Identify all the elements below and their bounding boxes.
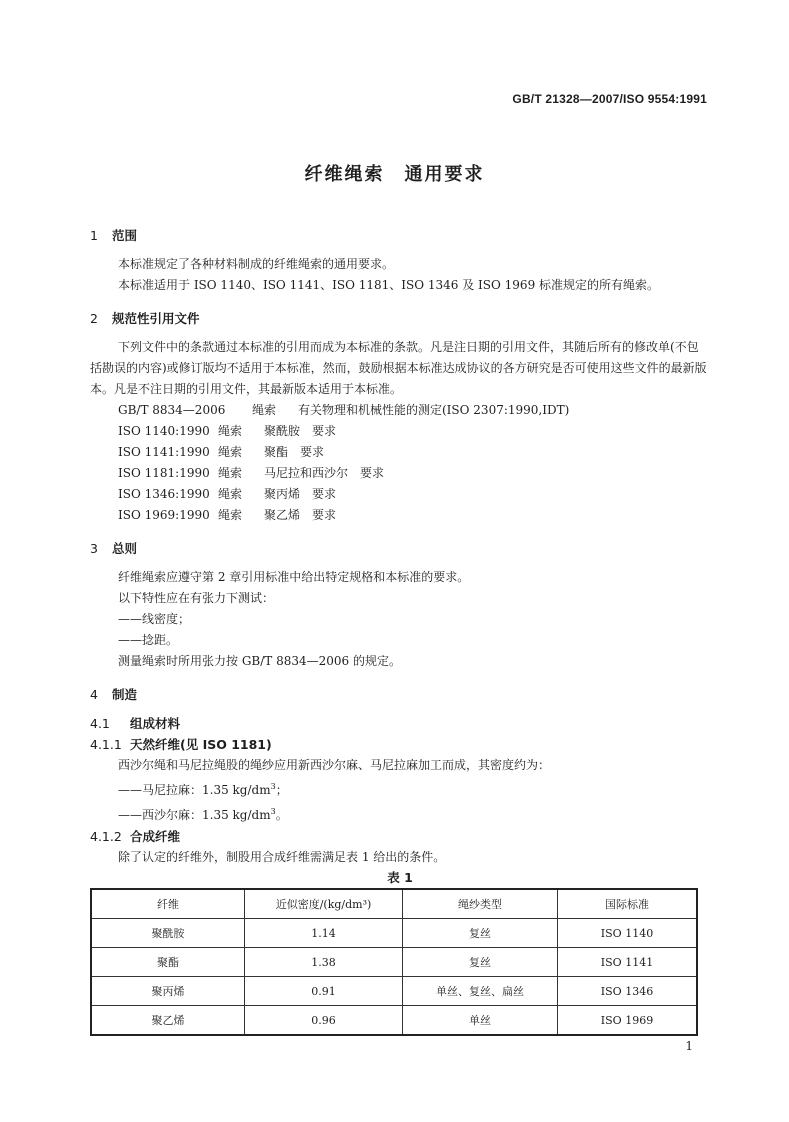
reference-item: ISO 1969:1990 绳索 聚乙烯 要求	[118, 508, 337, 522]
section-title: 总则	[112, 541, 138, 556]
section-number: 1	[90, 228, 98, 243]
reference-list	[90, 400, 710, 526]
table-cell: 复丝	[403, 948, 558, 977]
table-header-cell: 国际标准	[558, 889, 698, 919]
table-cell: 聚丙烯	[91, 977, 245, 1006]
table-cell: ISO 1140	[558, 919, 698, 948]
subsection-4-1-2-heading	[90, 826, 710, 847]
reference-item: GB/T 8834—2006 绳索 有关物理和机械性能的测定(ISO 2307:1990,IDT)	[118, 403, 570, 417]
list-item: ——西沙尔麻：1.35 $kg/dm^3$。	[118, 807, 288, 822]
reference-item: ISO 1141:1990 绳索 聚酯 要求	[118, 445, 325, 459]
table-row	[91, 1006, 697, 1036]
reference-item: ISO 1140:1990 绳索 聚酰胺 要求	[118, 424, 337, 438]
table-cell: 单丝	[403, 1006, 558, 1036]
table-header-cell: 绳纱类型	[403, 889, 558, 919]
table-cell: 1.38	[245, 948, 403, 977]
table-cell: ISO 1141	[558, 948, 698, 977]
document-body	[90, 225, 710, 1036]
section-number: 2	[90, 311, 98, 326]
document-title: 纤维绳索 通用要求	[304, 164, 485, 185]
subsection-number: 4.1.2	[90, 829, 122, 844]
table-cell: 复丝	[403, 919, 558, 948]
paragraph: 西沙尔绳和马尼拉绳股的绳纱应用新西沙尔麻、马尼拉麻加工而成，其密度约为：	[118, 758, 551, 772]
table-row	[91, 977, 697, 1006]
paragraph: 测量绳索时所用张力按 GB/T 8834—2006 的规定。	[118, 654, 401, 668]
table-header-row	[91, 889, 697, 919]
table-cell: 1.14	[245, 919, 403, 948]
subsection-title: 合成纤维	[130, 829, 181, 844]
paragraph: 本标准适用于 ISO 1140、ISO 1141、ISO 1181、ISO 1346 及 ISO 1969 标准规定的所有绳索。	[118, 278, 660, 292]
table-row	[91, 948, 697, 977]
section-1-heading	[90, 225, 710, 246]
list-item: ——线密度；	[118, 612, 191, 626]
section-title: 范围	[112, 228, 138, 243]
table-cell: ISO 1969	[558, 1006, 698, 1036]
section-title: 规范性引用文件	[112, 311, 200, 326]
table-caption: 表 1	[387, 870, 413, 885]
list-item: ——捻距。	[118, 633, 179, 647]
section-3-heading	[90, 538, 710, 559]
page-number: 1	[685, 1039, 693, 1053]
table-cell: 单丝、复丝、扁丝	[403, 977, 558, 1006]
table-cell: ISO 1346	[558, 977, 698, 1006]
table-cell: 聚酯	[91, 948, 245, 977]
table-header-cell: 纤维	[91, 889, 245, 919]
section-4-heading	[90, 684, 710, 705]
paragraph: 纤维绳索应遵守第 2 章引用标准中给出特定规格和本标准的要求。	[118, 570, 470, 584]
reference-item: ISO 1346:1990 绳索 聚丙烯 要求	[118, 487, 337, 501]
subsection-title: 天然纤维(见 ISO 1181)	[130, 737, 272, 752]
paragraph: 除了认定的纤维外，制股用合成纤维需满足表 1 给出的条件。	[118, 850, 446, 864]
table-row	[91, 919, 697, 948]
table-cell: 0.91	[245, 977, 403, 1006]
reference-item: ISO 1181:1990 绳索 马尼拉和西沙尔 要求	[118, 466, 385, 480]
paragraph: 下列文件中的条款通过本标准的引用而成为本标准的条款。凡是注日期的引用文件，其随后所有的修改单(不包括勘误的内容)或修订版均不适用于本标准，然而，鼓励根据本标准达成协议的各方研究是否可使用这些文件的最新版本。凡是不注日期的引用文件，其最新版本适用于本标准。	[90, 340, 707, 396]
table-header-cell: 近似密度/(kg/dm³)	[245, 889, 403, 919]
subsection-number: 4.1.1	[90, 737, 122, 752]
table-cell: 聚乙烯	[91, 1006, 245, 1036]
paragraph: 以下特性应在有张力下测试：	[118, 591, 275, 605]
paragraph: 本标准规定了各种材料制成的纤维绳索的通用要求。	[118, 257, 395, 271]
section-2-heading	[90, 308, 710, 329]
subsection-number: 4.1	[90, 716, 110, 731]
list-item: ——马尼拉麻：1.35 $kg/dm^3$；	[118, 782, 288, 797]
subsection-4-1-1-heading	[90, 734, 710, 755]
table-cell: 0.96	[245, 1006, 403, 1036]
section-number: 3	[90, 541, 98, 556]
section-title: 制造	[112, 687, 138, 702]
subsection-title: 组成材料	[130, 716, 181, 731]
table-cell: 聚酰胺	[91, 919, 245, 948]
fiber-table	[90, 888, 698, 1036]
section-number: 4	[90, 687, 98, 702]
subsection-4-1-heading	[90, 713, 710, 734]
standard-code: GB/T 21328—2007/ISO 9554:1991	[512, 92, 707, 106]
